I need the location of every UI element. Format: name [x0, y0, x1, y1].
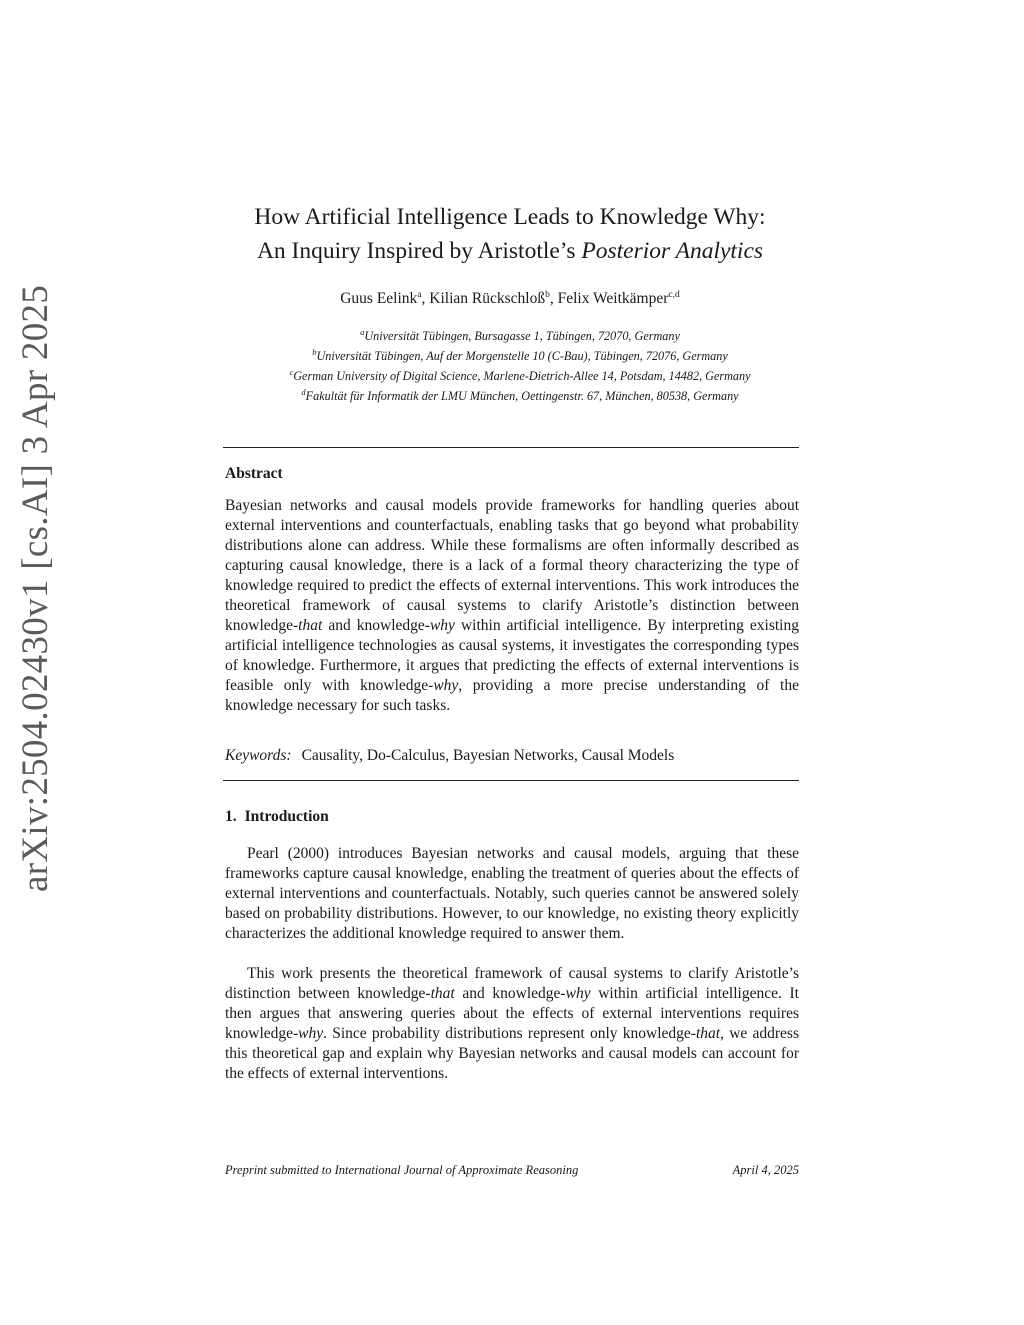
section-number: 1.: [225, 808, 237, 825]
arxiv-sidebar-stamp: arXiv:2504.02430v1 [cs.AI] 3 Apr 2025: [15, 284, 56, 892]
abstract-body: Bayesian networks and causal models provide frameworks for handling queries about external interventions and counterfactuals, enabling tasks that go beyond what probability distributions alone can address. While these formalisms are often informally described as capturing causal knowledge, there is a lack of a formal theory characterizing the type of knowledge required to predict the effects of external interventions. This work introduces the theoretical framework of causal systems to clarify Aristotle’s distinction between knowledge-that and knowledge-why within artificial intelligence. By interpreting existing artificial intelligence technologies as causal systems, it investigates the corresponding types of knowledge. Furthermore, it argues that predicting the effects of external interventions is feasible only with knowledge-why, providing a more precise understanding of the knowledge necessary for such tasks.: [225, 497, 799, 714]
author-list: [200, 290, 820, 308]
footer-date: April 4, 2025: [732, 1163, 799, 1177]
section-heading-introduction: [225, 808, 329, 826]
title-line-1: How Artificial Intelligence Leads to Knowledge Why:: [254, 204, 766, 230]
footer-preprint-note: Preprint submitted to International Journal of Approximate Reasoning: [225, 1163, 579, 1177]
abstract-heading: Abstract: [225, 465, 283, 482]
abstract-bottom-rule: [223, 780, 799, 781]
affiliation: $^c$German University of Digital Science, Marlene-Dietrich-Allee 14, Potsdam, 14482, Germany: [289, 366, 751, 383]
affiliation: $^d$Fakultät für Informatik der LMU München, Oettingenstr. 67, München, 80538, Germany: [301, 386, 739, 403]
intro-paragraph-1: Pearl (2000) introduces Bayesian networks and causal models, arguing that these frameworks capture causal knowledge, enabling the treatment of queries about the effects of external interventions and counterfactuals. Notably, such queries cannot be answered solely based on probability distributions. However, to our knowledge, no existing theory explicitly characterizes the additional knowledge required to answer them.: [225, 845, 799, 942]
paper-title: [200, 200, 820, 268]
author: Kilian Rückschloß$^b$,: [429, 290, 558, 308]
title-line-2-italic: Posterior Analytics: [581, 238, 764, 264]
keywords-label: Keywords:: [225, 747, 292, 764]
keywords: [225, 746, 799, 766]
affiliation: $^b$Universität Tübingen, Auf der Morgenstelle 10 (C-Bau), Tübingen, 72076, Germany: [312, 346, 728, 363]
author: Felix Weitkämper$^{c,d}$: [557, 290, 680, 308]
affiliation-list: [170, 325, 870, 404]
affiliation: $^a$Universität Tübingen, Bursagasse 1, Tübingen, 72070, Germany: [360, 327, 680, 344]
title-line-2: [200, 234, 820, 268]
abstract-top-rule: [223, 447, 799, 448]
title-line-2-prefix: An Inquiry Inspired by Aristotle’s: [256, 238, 582, 264]
keywords-text: Causality, Do-Calculus, Bayesian Networks, Causal Models: [301, 747, 675, 764]
section-title: Introduction: [244, 808, 329, 825]
intro-paragraph-2: This work presents the theoretical framework of causal systems to clarify Aristotle’s distinction between knowledge-that and knowledge-why within artificial intelligence. It then argues that answering queries about the effects of external interventions requires knowledge-why. Since probability distributions represent only knowledge-that, we address this theoretical gap and explain why Bayesian networks and causal models can account for the effects of external interventions.: [225, 965, 799, 1082]
author: Guus Eelink$^a$,: [340, 290, 430, 308]
